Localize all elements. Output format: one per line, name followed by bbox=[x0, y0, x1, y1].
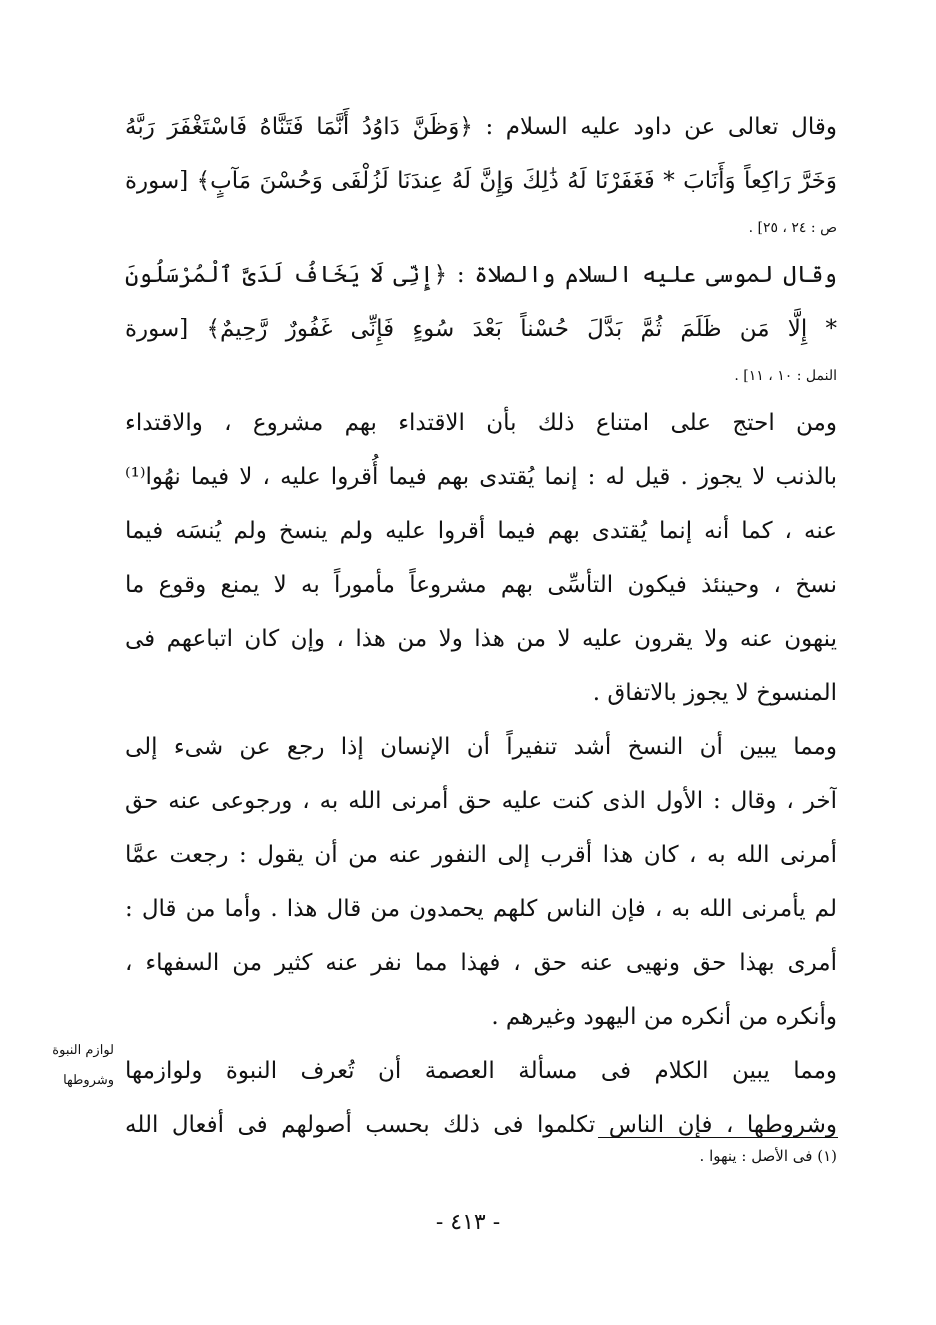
text-line-8: بالذنب لا يجوز . قيل له : إنما يُقتدى بهم فيما أُقروا عليه ، لا فيما نهُوا⁽¹⁾ bbox=[125, 464, 837, 490]
text-line-2: وَخَرَّ رَاكِعاً وَأَنَابَ * فَغَفَرْنَا لَهُ ذَٰلِكَ وَإِنَّ لَهُ عِندَنَا لَزُلْفَى وَحُسْنَ مَآبٍ﴾ [سورة bbox=[125, 168, 837, 194]
text-line-5: * إِلَّا مَن ظَلَمَ ثُمَّ بَدَّلَ حُسْناً بَعْدَ سُوءٍ فَإِنِّى غَفُورٌ رَّحِيمٌ﴾ [سورة bbox=[125, 316, 837, 342]
footnote-divider bbox=[598, 1137, 838, 1138]
margin-note-line-2: وشروطها bbox=[63, 1073, 114, 1088]
main-text bbox=[125, 100, 837, 1152]
text-line-12: المنسوخ لا يجوز بالاتفاق . bbox=[592, 680, 837, 706]
text-line-3: ص : ٢٤ ، ٢٥] . bbox=[748, 220, 837, 236]
text-line-15: أمرنى الله به ، كان هذا أقرب إلى النفور عنه من أن يقول : رجعت عمَّا bbox=[125, 842, 837, 868]
text-line-10: نسخ ، وحينئذ فيكون التأسِّى بهم مشروعاً مأموراً به لا يمنع وقوع ما bbox=[125, 572, 837, 598]
text-line-6: النمل : ١٠ ، ١١] . bbox=[734, 368, 837, 384]
text-line-17: أمرى بهذا حق ونهيى عنه حق ، فهذا مما نفر عنه كثير من السفهاء ، bbox=[125, 950, 837, 976]
text-line-19: ومما يبين الكلام فى مسألة العصمة أن تُعرف النبوة ولوازمها bbox=[125, 1058, 837, 1084]
text-line-18: وأنكره من أنكره من اليهود وغيرهم . bbox=[491, 1004, 837, 1030]
text-line-4: وقال لموسى عليه السلام والصلاة : ﴿إِنِّى لَا يَخَافُ لَدَىَّ ٱلْمُرْسَلُونَ bbox=[125, 262, 837, 288]
text-line-1: وقال تعالى عن داود عليه السلام : ﴿وَظَنَّ دَاوُدُ أَنَّمَا فَتَنَّاهُ فَاسْتَغْفَرَ رَبَّهُ bbox=[125, 114, 837, 140]
margin-note bbox=[6, 1036, 114, 1096]
text-line-16: لم يأمرنى الله به ، فإن الناس كلهم يحمدون من قال هذا . وأما من قال : bbox=[125, 896, 837, 922]
page-number: - ٤١٣ - bbox=[435, 1210, 501, 1235]
text-line-13: ومما يبين أن النسخ أشد تنفيراً أن الإنسان إذا رجع عن شىء إلى bbox=[125, 734, 837, 760]
margin-note-line-1: لوازم النبوة bbox=[52, 1043, 114, 1058]
text-line-7: ومن احتج على امتناع ذلك بأن الاقتداء بهم مشروع ، والاقتداء bbox=[125, 410, 837, 436]
text-line-14: آخر ، وقال : الأول الذى كنت عليه حق أمرنى الله به ، ورجوعى عنه حق bbox=[125, 788, 837, 814]
text-line-11: ينهون عنه ولا يقرون عليه لا من هذا ولا من هذا ، وإن كان اتباعهم فى bbox=[125, 626, 837, 652]
text-line-9: عنه ، كما أنه إنما يُقتدى بهم فيما أقروا عليه ولم ينسخ ولم يُنسَه فيما bbox=[125, 518, 837, 544]
text-line-20: وشروطها ، فإن الناس تكلموا فى ذلك بحسب أصولهم فى أفعال الله bbox=[125, 1112, 837, 1138]
footnote: (١) فى الأصل : ينهوا . bbox=[699, 1147, 837, 1165]
